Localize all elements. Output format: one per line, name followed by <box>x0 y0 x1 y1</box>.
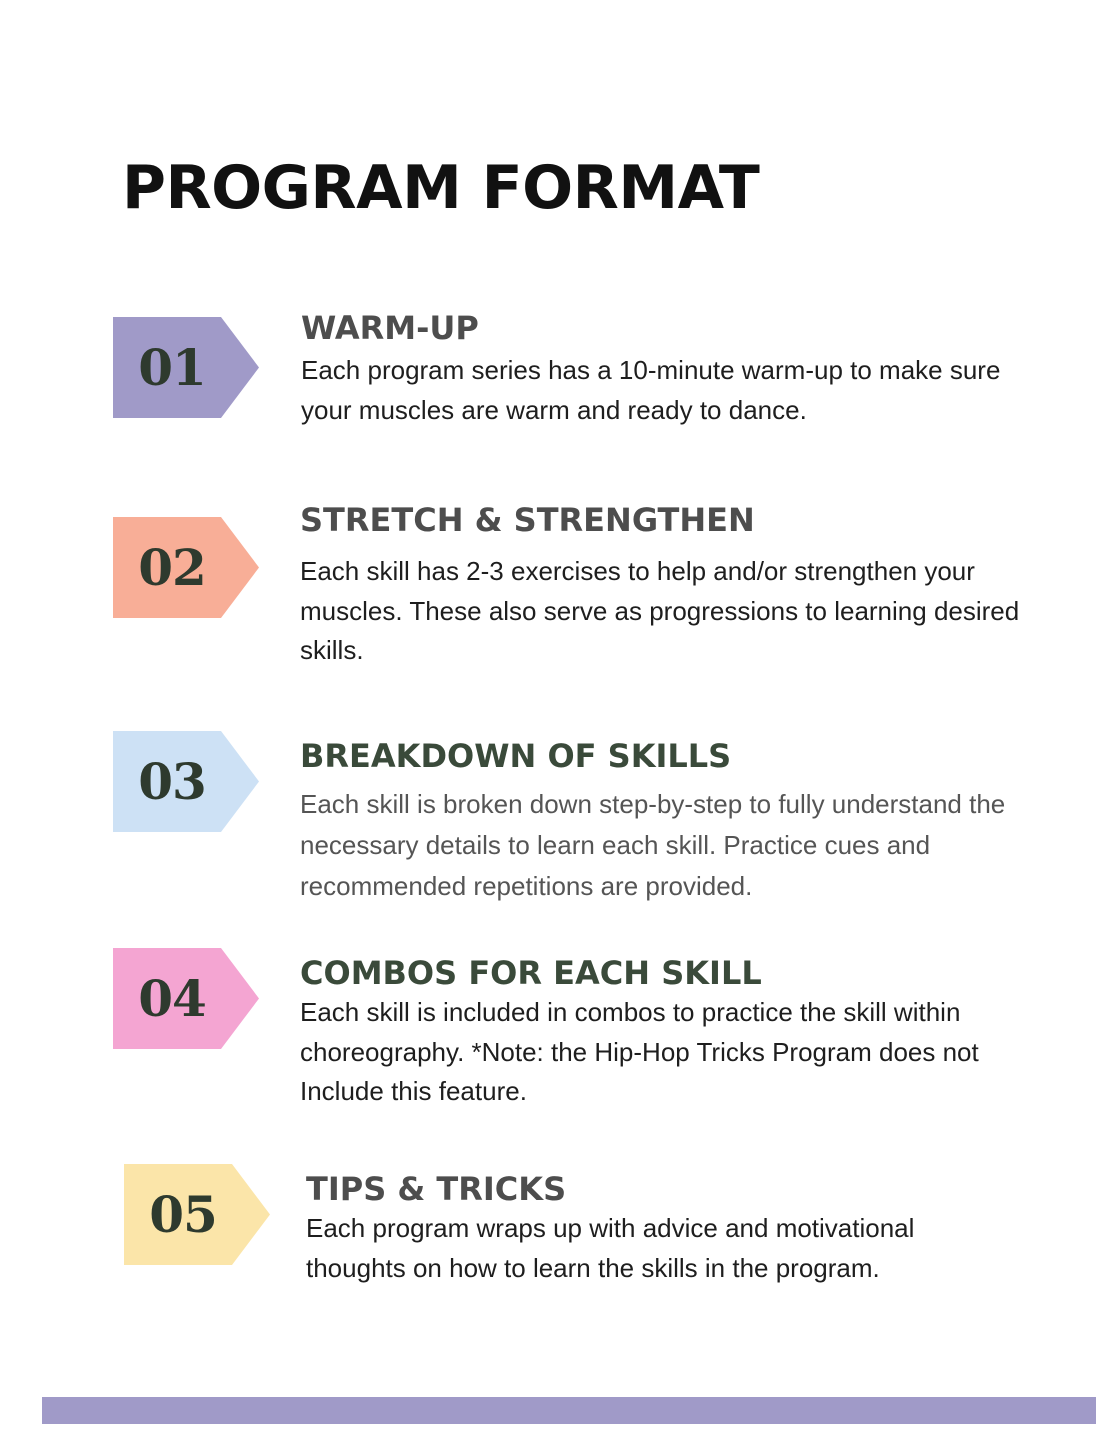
number-badge <box>124 1164 270 1265</box>
section-description: Each skill is included in combos to practice the skill within choreography. *Note: the Hip-Hop Tricks Program does not Include this feature. <box>300 997 979 1106</box>
section-description: Each skill has 2-3 exercises to help and/or strengthen your muscles. These also serve as progressions to learning desired skills. <box>300 556 1020 665</box>
section-description: Each program wraps up with advice and motivational thoughts on how to learn the skills in the program. <box>306 1213 915 1283</box>
section-number: 05 <box>149 1185 217 1244</box>
number-badge <box>113 731 259 832</box>
section-heading: BREAKDOWN OF SKILLS <box>300 737 732 775</box>
section-description: Each program series has a 10-minute warm-up to make sure your muscles are warm and ready to dance. <box>301 355 1001 425</box>
number-badge <box>113 517 259 618</box>
section-description: Each skill is broken down step-by-step to fully understand the necessary details to learn each skill. Practice cues and recommended repetitions are provided. <box>300 789 1006 901</box>
section-heading: STRETCH & STRENGTHEN <box>300 501 755 539</box>
section-number: 03 <box>138 752 206 811</box>
number-badge <box>113 948 259 1049</box>
page-title: PROGRAM FORMAT <box>122 153 760 223</box>
section-heading: COMBOS FOR EACH SKILL <box>300 954 762 992</box>
number-badge <box>113 317 259 418</box>
section-number: 04 <box>138 969 206 1028</box>
section-heading: WARM-UP <box>301 309 479 347</box>
section-number: 02 <box>138 538 206 597</box>
footer-bar <box>42 1397 1096 1424</box>
section-number: 01 <box>138 338 206 397</box>
section-heading: TIPS & TRICKS <box>306 1170 567 1208</box>
